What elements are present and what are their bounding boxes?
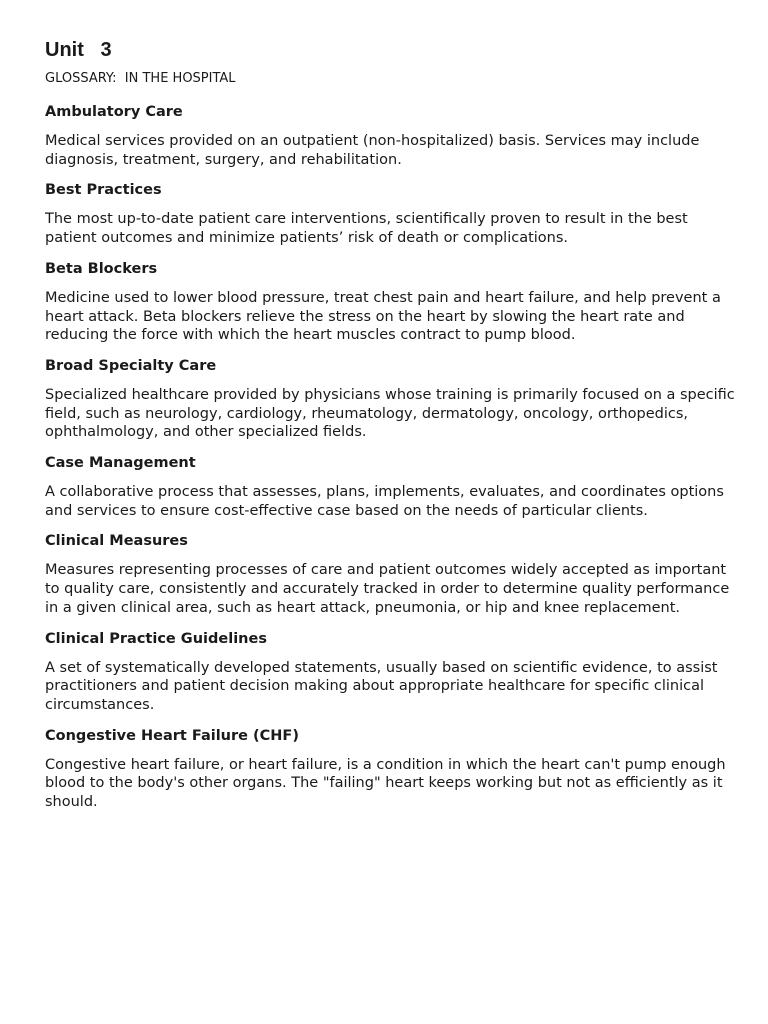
- glossary-definition: Congestive heart failure, or heart failure, is a condition in which the heart can't pump enough blood to the body's other organs. The "failing" heart keeps working but not as efficiently as it should.: [45, 756, 726, 811]
- glossary-term: Best Practices: [45, 182, 162, 199]
- glossary-definition: Measures representing processes of care and patient outcomes widely accepted as important to quality care, consistently and accurately tracked in order to determine quality performance in a given clinical area, such as heart attack, pneumonia, or hip and knee replacement.: [45, 562, 730, 616]
- glossary-definition: A set of systematically developed statements, usually based on scientific evidence, to assist practitioners and patient decision making about appropriate healthcare for specific clinical circumstances.: [45, 659, 718, 713]
- glossary-entry-clinical-measures: [45, 531, 735, 617]
- glossary-entry-congestive-heart-failure: [45, 726, 735, 812]
- glossary-entry-clinical-practice-guidelines: [45, 629, 735, 715]
- glossary-definition: A collaborative process that assesses, plans, implements, evaluates, and coordinates options and services to ensure cost-effective case based on the needs of particular clients.: [45, 484, 724, 519]
- glossary-heading: GLOSSARY: IN THE HOSPITAL: [45, 71, 236, 86]
- glossary-term: Ambulatory Care: [45, 104, 183, 120]
- glossary-term: Clinical Measures: [45, 533, 188, 550]
- glossary-definition: Medicine used to lower blood pressure, treat chest pain and heart failure, and help prevent a heart attack. Beta blockers relieve the stress on the heart by slowing the heart rate and reducing the force with which the heart muscles contract to pump blood.: [45, 289, 721, 344]
- unit-title: Unit 3: [45, 39, 112, 61]
- glossary-definition: The most up-to-date patient care interventions, scientifically proven to result in the best patient outcomes and minimize patients’ risk of death or complications.: [45, 211, 688, 247]
- glossary-entry-best-practices: [45, 180, 735, 247]
- glossary-entry-ambulatory-care: [45, 102, 735, 169]
- glossary-term: Beta Blockers: [45, 260, 158, 277]
- glossary-term: Congestive Heart Failure (CHF): [45, 727, 299, 744]
- document-page: [45, 38, 735, 823]
- glossary-term: Clinical Practice Guidelines: [45, 630, 267, 647]
- glossary-entry-broad-specialty-care: [45, 356, 735, 442]
- glossary-definition: Medical services provided on an outpatient (non-hospitalized) basis. Services may include diagnosis, treatment, surgery, and rehabilitation.: [45, 133, 700, 168]
- glossary-definition: Specialized healthcare provided by physicians whose training is primarily focused on a specific field, such as neurology, cardiology, rheumatology, dermatology, oncology, orthopedics, ophthalmology, and other specialized fields.: [45, 386, 735, 441]
- glossary-term: Case Management: [45, 455, 196, 472]
- glossary-entry-case-management: [45, 453, 735, 520]
- glossary-term: Broad Specialty Care: [45, 357, 217, 374]
- glossary-entry-beta-blockers: [45, 259, 735, 345]
